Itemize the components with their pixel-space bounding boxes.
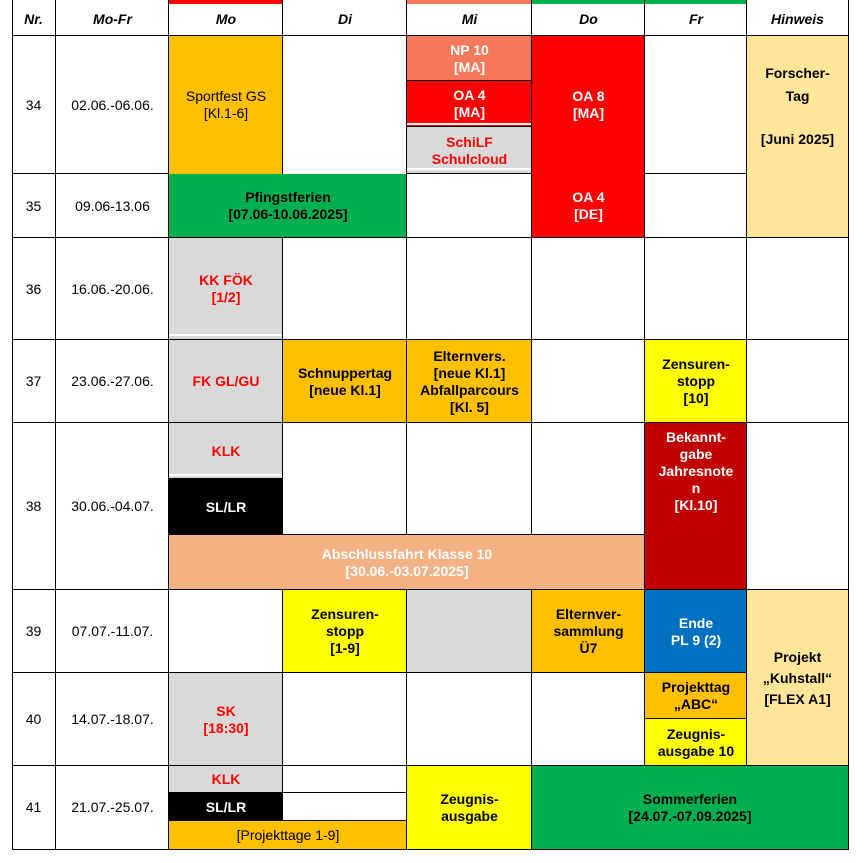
- grid-line: [168, 792, 407, 793]
- event-text: [24.07.-07.09.2025]: [628, 807, 752, 824]
- week-dates: 16.06.-20.06.: [71, 280, 154, 297]
- grid-line: [12, 237, 849, 238]
- week-nr: 35: [25, 197, 42, 214]
- grid-line: [282, 590, 283, 821]
- event-zeugnisausgabe-10: [645, 719, 747, 766]
- event-text: Tag: [785, 88, 810, 104]
- event-text: Sportfest GS: [185, 88, 267, 104]
- event-empty-gray-39: [407, 590, 532, 673]
- event-text: [10]: [683, 390, 709, 406]
- header-do: Do: [579, 11, 598, 27]
- header-mo: Mo: [215, 11, 237, 27]
- event-text: [1/2]: [211, 289, 241, 305]
- event-text: [07.06-10.06.2025]: [228, 206, 348, 222]
- event-bekanntgabe: [645, 423, 747, 590]
- grid-line: [12, 849, 849, 850]
- event-text: [FLEX A1]: [764, 690, 831, 707]
- event-sllr-38: [169, 479, 283, 535]
- grid-line: [12, 173, 169, 174]
- grid-line: [12, 35, 849, 36]
- separator-line: [407, 123, 532, 125]
- header-mo-fr: Mo-Fr: [93, 11, 132, 27]
- event-klk-41: [169, 766, 283, 793]
- event-text: n: [691, 480, 701, 496]
- event-text: NP 10: [450, 41, 489, 58]
- event-text: KLK: [211, 442, 241, 459]
- grid-line: [406, 80, 531, 81]
- event-text: [neue Kl.1]: [309, 381, 381, 398]
- event-text: PL 9 (2): [670, 631, 722, 648]
- event-text: KK FÖK: [199, 272, 253, 288]
- event-text: Zensuren-: [662, 356, 730, 372]
- grid-line: [168, 534, 645, 535]
- event-text: Ü7: [579, 640, 598, 656]
- event-fk-glgu: [169, 340, 283, 423]
- event-sommerferien: [532, 766, 848, 849]
- event-text: [Kl. 5]: [450, 398, 489, 415]
- event-text: ausgabe 10: [657, 742, 735, 759]
- event-forschertag: [747, 36, 848, 238]
- event-text: [MA]: [572, 105, 605, 121]
- event-text: Elternver-: [555, 606, 622, 622]
- week-dates: 14.07.-18.07.: [71, 711, 154, 727]
- event-oa4-ma: [407, 81, 532, 127]
- event-text: ausgabe: [441, 807, 498, 824]
- grid-line: [55, 0, 56, 850]
- separator-line: [169, 334, 283, 336]
- grid-line: [406, 126, 531, 127]
- event-text: [1-9]: [330, 640, 360, 656]
- event-projekt-kuhstall: [747, 590, 848, 766]
- grid-line: [168, 478, 283, 479]
- event-ende-pl9: [645, 590, 747, 673]
- grid-line: [12, 765, 849, 766]
- week-dates: 07.07.-11.07.: [71, 623, 154, 639]
- grid-line: [531, 0, 532, 535]
- event-text: [Projekttage 1-9]: [236, 826, 340, 843]
- event-text: stopp: [676, 373, 716, 389]
- event-sk: [169, 673, 283, 766]
- event-text: [Kl.10]: [674, 497, 718, 513]
- event-text: FK GL/GU: [192, 373, 260, 389]
- event-pfingstferien: [169, 174, 407, 238]
- event-text: [18:30]: [203, 719, 249, 736]
- event-text: stopp: [325, 623, 365, 639]
- grid-line: [531, 590, 532, 850]
- event-text: [neue Kl.1]: [433, 364, 506, 381]
- event-text: OA 4: [572, 189, 605, 205]
- event-text: Abfallparcours: [420, 381, 519, 398]
- event-text: Sommerferien: [642, 790, 738, 807]
- event-text: sammlung: [553, 623, 624, 639]
- separator-line: [169, 474, 283, 476]
- week-dates: 02.06.-06.06.: [71, 96, 154, 113]
- week-nr: 40: [25, 711, 42, 727]
- week-dates: 09.06-13.06: [75, 197, 150, 214]
- event-text: OA 4: [453, 87, 486, 103]
- event-text: SL/LR: [205, 498, 247, 515]
- event-text: [Kl.1-6]: [203, 105, 249, 121]
- week-nr: 38: [25, 498, 42, 514]
- event-text: Pfingstferien: [245, 189, 331, 205]
- event-text: [Juni 2025]: [760, 131, 835, 147]
- event-schilf: [407, 127, 532, 174]
- grid-line: [168, 0, 169, 850]
- event-text: OA 8: [572, 88, 605, 104]
- header-nr: Nr.: [24, 11, 43, 27]
- event-text: Schnuppertag: [297, 364, 393, 381]
- event-text: Bekannt-: [666, 429, 726, 445]
- separator-line: [407, 168, 532, 170]
- event-elternversammlung: [532, 590, 645, 673]
- week-nr: 36: [25, 280, 42, 297]
- grid-line: [12, 672, 747, 673]
- grid-line: [282, 238, 283, 535]
- week-nr: 37: [25, 373, 42, 389]
- event-text: Schulcloud: [431, 150, 508, 167]
- event-klk-38: [169, 423, 283, 479]
- week-nr: 41: [25, 799, 42, 815]
- event-text: Jahresnote: [658, 463, 734, 479]
- event-projekttag-abc: [645, 673, 747, 719]
- grid-line: [644, 718, 747, 719]
- event-sportfest: [169, 36, 283, 174]
- event-text: „Kuhstall“: [762, 669, 833, 686]
- grid-line: [12, 422, 849, 423]
- grid-line: [644, 173, 747, 174]
- event-text: KLK: [211, 771, 241, 787]
- week-nr: 34: [25, 96, 42, 113]
- event-oa8: [532, 36, 645, 174]
- header-hinweis: Hinweis: [771, 11, 824, 27]
- event-text: Abschlussfahrt Klasse 10: [321, 545, 493, 562]
- event-text: Elternvers.: [433, 347, 506, 364]
- grid-line: [168, 820, 407, 821]
- event-text: Zeugnis-: [666, 725, 726, 742]
- week-dates: 30.06.-04.07.: [71, 498, 154, 514]
- event-text: [MA]: [453, 58, 486, 75]
- grid-line: [848, 0, 849, 850]
- event-text: Ende: [678, 614, 714, 631]
- grid-line: [282, 0, 283, 174]
- event-text: [MA]: [453, 104, 486, 120]
- event-np10: [407, 36, 532, 81]
- event-text: Zeugnis-: [440, 790, 499, 807]
- event-elternvers: [407, 340, 532, 423]
- header-fr: Fr: [689, 11, 703, 27]
- event-zeugnisausgabe: [407, 766, 532, 849]
- event-sllr-41: [169, 793, 283, 821]
- event-text: SK: [216, 702, 236, 719]
- event-text: Zensuren-: [311, 606, 379, 622]
- event-text: Forscher-: [765, 65, 830, 81]
- event-projekttage: [169, 821, 407, 849]
- event-schnuppertag: [283, 340, 407, 423]
- grid-line: [12, 0, 13, 850]
- event-zensurenstopp-10: [645, 340, 747, 423]
- week-dates: 21.07.-25.07.: [71, 799, 154, 815]
- grid-line: [12, 589, 849, 590]
- event-text: [DE]: [574, 206, 603, 222]
- event-text: SchiLF: [446, 133, 493, 150]
- week-nr: 39: [25, 623, 42, 639]
- event-text: Projekt: [773, 648, 822, 665]
- event-text: Projekttag: [661, 679, 731, 695]
- header-di: Di: [338, 11, 352, 27]
- event-text: „ABC“: [673, 696, 719, 712]
- event-abschlussfahrt: [169, 535, 645, 590]
- event-zensurenstopp-1-9: [283, 590, 407, 673]
- week-dates: 23.06.-27.06.: [71, 373, 154, 389]
- grid-line: [746, 0, 747, 766]
- grid-line: [406, 173, 531, 174]
- grid-line: [644, 0, 645, 766]
- event-text: SL/LR: [205, 798, 247, 815]
- event-text: [30.06.-03.07.2025]: [345, 562, 469, 579]
- header-mi: Mi: [461, 11, 478, 27]
- grid-line: [406, 590, 407, 850]
- event-kk-foek: [169, 238, 283, 340]
- grid-line: [12, 339, 849, 340]
- event-text: gabe: [679, 446, 713, 462]
- event-oa4-de: [532, 174, 645, 238]
